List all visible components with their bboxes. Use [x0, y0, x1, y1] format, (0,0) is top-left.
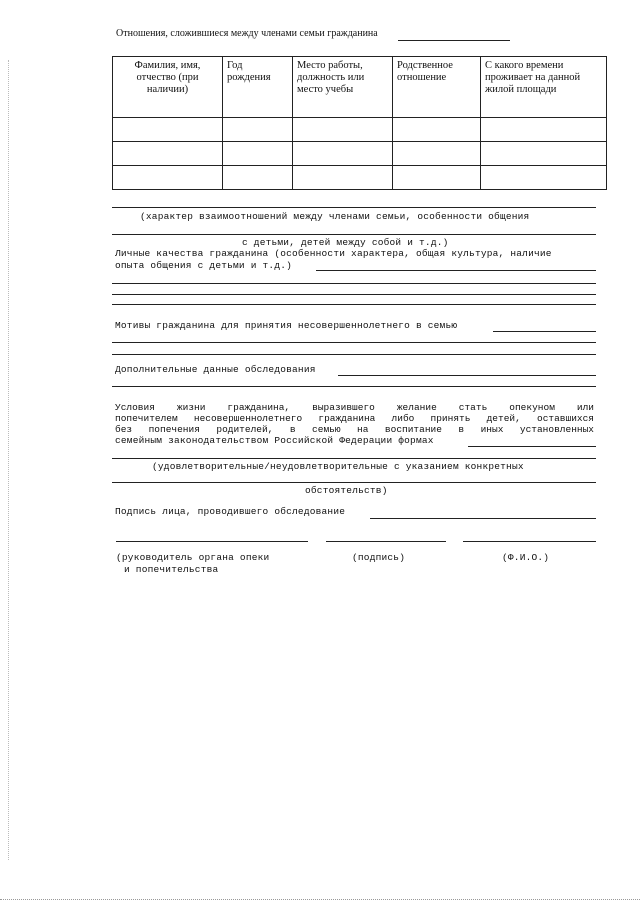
- table-cell: [393, 166, 481, 190]
- conditions-line-3: без попечения родителей, в семью на воспитание в иных установленных: [115, 424, 594, 435]
- sign-caption: (подпись): [352, 552, 406, 563]
- scan-bottom-edge: [0, 899, 640, 900]
- column-header-birth-year: Год рождения: [223, 57, 293, 118]
- signature-label: Подпись лица, проводившего обследование: [115, 506, 346, 517]
- table-cell: [223, 142, 293, 166]
- sign-fill-line: [326, 541, 446, 542]
- conditions-fill-line: [112, 458, 596, 459]
- additional-fill-line: [338, 375, 596, 376]
- table-cell: [481, 166, 607, 190]
- table-cell: [481, 142, 607, 166]
- table-cell: [481, 118, 607, 142]
- motives-fill-line: [493, 331, 596, 332]
- motives-fill-line: [112, 354, 596, 355]
- table-cell: [293, 118, 393, 142]
- conditions-line-2: попечителем несовершеннолетнего гражданина либо принять детей, оставшихся: [115, 413, 594, 424]
- heading-fill-line: [398, 40, 510, 41]
- table-row: [113, 118, 607, 142]
- signature-fill-line: [370, 518, 596, 519]
- conditions-line-4: семейным законодательством Российской Федерации формах: [115, 435, 434, 446]
- page-heading: Отношения, сложившиеся между членами семьи гражданина: [116, 28, 378, 39]
- fio-fill-line: [463, 541, 596, 542]
- table-cell: [393, 142, 481, 166]
- personal-fill-line: [316, 270, 596, 271]
- table-cell: [223, 118, 293, 142]
- table-cell: [223, 166, 293, 190]
- personal-fill-line: [112, 283, 596, 284]
- additional-fill-line: [112, 386, 596, 387]
- scan-edge: [8, 60, 9, 860]
- relations-fill-line: [112, 234, 596, 235]
- personal-qualities-line-2: опыта общения с детьми и т.д.): [115, 260, 293, 271]
- table-cell: [113, 166, 223, 190]
- column-header-relation: Родственное отношение: [393, 57, 481, 118]
- table-cell: [393, 118, 481, 142]
- additional-data-label: Дополнительные данные обследования: [115, 364, 316, 375]
- table-cell: [293, 142, 393, 166]
- conditions-line-1: Условия жизни гражданина, выразившего желание стать опекуном или: [115, 402, 594, 413]
- relations-hint-line-2: с детьми, детей между собой и т.д.): [242, 237, 449, 248]
- family-table: [112, 56, 607, 190]
- motives-label: Мотивы гражданина для принятия несовершеннолетнего в семью: [115, 320, 458, 331]
- motives-fill-line: [112, 342, 596, 343]
- conditions-fill-line: [468, 446, 596, 447]
- head-caption-line-2: и попечительства: [124, 564, 219, 575]
- table-row: [113, 166, 607, 190]
- personal-fill-line: [112, 304, 596, 305]
- relations-hint-line-1: (характер взаимоотношений между членами семьи, особенности общения: [140, 211, 530, 222]
- conditions-hint-line-1: (удовлетворительные/неудовлетворительные с указанием конкретных: [152, 461, 524, 472]
- fio-caption: (Ф.И.О.): [502, 552, 550, 563]
- relations-fill-line: [112, 207, 596, 208]
- column-header-residence-since: С какого времени проживает на данной жилой площади: [481, 57, 607, 118]
- table-cell: [113, 142, 223, 166]
- table-cell: [293, 166, 393, 190]
- personal-fill-line: [112, 294, 596, 295]
- personal-qualities-line-1: Личные качества гражданина (особенности характера, общая культура, наличие: [115, 248, 552, 259]
- head-fill-line: [116, 541, 308, 542]
- column-header-name: Фамилия, имя, отчество (при наличии): [113, 57, 223, 118]
- table-header-row: [113, 57, 607, 118]
- conditions-fill-line: [112, 482, 596, 483]
- table-row: [113, 142, 607, 166]
- head-caption-line-1: (руководитель органа опеки: [116, 552, 270, 563]
- table-cell: [113, 118, 223, 142]
- column-header-workplace: Место работы, должность или место учебы: [293, 57, 393, 118]
- conditions-hint-line-2: обстоятельств): [305, 485, 388, 496]
